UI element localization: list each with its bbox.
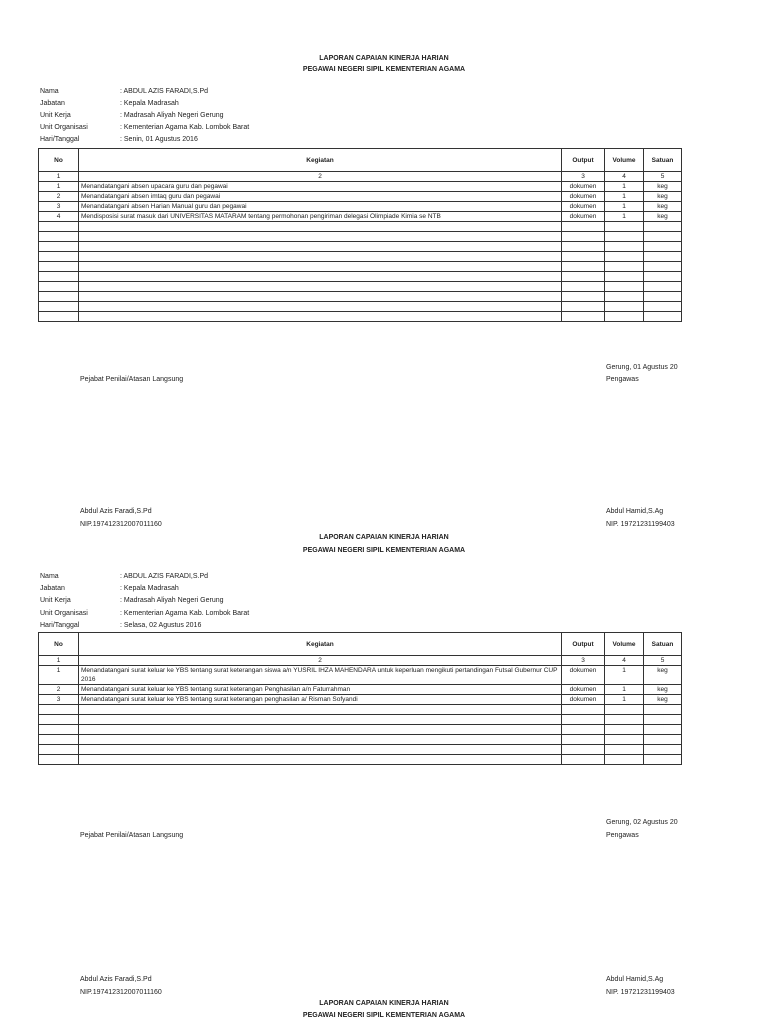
cell-satuan: keg: [644, 182, 682, 192]
label-jabatan: Jabatan: [40, 100, 65, 107]
empty-cell: [562, 735, 605, 745]
table-row: [39, 192, 682, 202]
cell-no: 4: [39, 212, 79, 222]
empty-cell: [39, 745, 79, 755]
cell-no: 2: [39, 192, 79, 202]
report-1-place-date: Gerung, 01 Agustus 20: [606, 364, 678, 371]
report-1-left-signer-nip: NIP.197412312007011160: [80, 521, 162, 528]
cell-kegiatan: Mendisposisi surat masuk dari UNIVERSITAS MATARAM tentang permohonan pengiriman delegasi Olimpiade Kimia se NTB: [79, 212, 562, 222]
empty-cell: [562, 292, 605, 302]
empty-cell: [39, 302, 79, 312]
empty-cell: [79, 755, 562, 765]
empty-cell: [605, 745, 644, 755]
empty-cell: [605, 725, 644, 735]
empty-cell: [605, 282, 644, 292]
report-2-place-date: Gerung, 02 Agustus 20: [606, 819, 678, 826]
report-2-title: LAPORAN CAPAIAN KINERJA HARIAN: [319, 534, 449, 541]
value-hari-tanggal: : Selasa, 02 Agustus 2016: [120, 622, 202, 629]
empty-cell: [39, 292, 79, 302]
col-number: 4: [605, 656, 644, 666]
header-output: Output: [562, 149, 605, 172]
cell-no: 2: [39, 685, 79, 695]
label-hari-tanggal: Hari/Tanggal: [40, 622, 80, 629]
cell-kegiatan: Menandatangani absen imtaq guru dan pegawai: [79, 192, 562, 202]
col-number: 2: [79, 656, 562, 666]
empty-cell: [79, 735, 562, 745]
cell-output: dokumen: [562, 182, 605, 192]
empty-rows: [39, 705, 682, 765]
empty-cell: [644, 222, 682, 232]
value-unit-kerja: : Madrasah Aliyah Negeri Gerung: [120, 597, 224, 604]
col-number: 4: [605, 172, 644, 182]
empty-cell: [79, 222, 562, 232]
table-row: [39, 666, 682, 685]
cell-kegiatan: Menandatangani surat keluar ke YBS tentang surat keterangan penghasilan a/ Risman Sofyandi: [79, 695, 562, 705]
empty-cell: [644, 232, 682, 242]
report-2-pengawas-label: Pengawas: [606, 832, 639, 839]
col-number: 5: [644, 172, 682, 182]
header-kegiatan: Kegiatan: [79, 149, 562, 172]
empty-cell: [562, 232, 605, 242]
empty-cell: [605, 705, 644, 715]
report-3-subtitle: PEGAWAI NEGERI SIPIL KEMENTERIAN AGAMA: [302, 1012, 466, 1019]
header-kegiatan: Kegiatan: [79, 633, 562, 656]
cell-output: dokumen: [562, 685, 605, 695]
label-jabatan: Jabatan: [40, 585, 65, 592]
cell-no: 1: [39, 182, 79, 192]
empty-cell: [79, 725, 562, 735]
empty-cell: [79, 312, 562, 322]
header-satuan: Satuan: [644, 149, 682, 172]
col-number: 1: [39, 656, 79, 666]
cell-kegiatan: Menandatangani surat keluar ke YBS tentang surat keterangan siswa a/n YUSRIL IHZA MAHENDARA untuk keperluan mengikuti pertandingan Futsal Gubernur CUP 2016: [79, 666, 562, 685]
cell-output: dokumen: [562, 695, 605, 705]
empty-cell: [562, 725, 605, 735]
empty-cell: [644, 252, 682, 262]
empty-cell: [644, 755, 682, 765]
empty-cell: [605, 755, 644, 765]
empty-row: [39, 222, 682, 232]
empty-row: [39, 292, 682, 302]
report-1-right-signer-name: Abdul Hamid,S.Ag: [606, 508, 664, 515]
label-unit-organisasi: Unit Organisasi: [40, 610, 88, 617]
empty-cell: [79, 262, 562, 272]
empty-cell: [39, 715, 79, 725]
empty-cell: [562, 252, 605, 262]
empty-cell: [39, 312, 79, 322]
cell-satuan: keg: [644, 192, 682, 202]
empty-cell: [79, 705, 562, 715]
value-jabatan: : Kepala Madrasah: [120, 100, 179, 107]
empty-cell: [562, 262, 605, 272]
empty-cell: [79, 715, 562, 725]
table-row: [39, 182, 682, 192]
empty-row: [39, 282, 682, 292]
empty-cell: [39, 262, 79, 272]
empty-cell: [39, 735, 79, 745]
report-1-subtitle: PEGAWAI NEGERI SIPIL KEMENTERIAN AGAMA: [302, 66, 466, 73]
empty-cell: [79, 292, 562, 302]
cell-kegiatan: Menandatangani absen Harian Manual guru dan pegawai: [79, 202, 562, 212]
empty-cell: [79, 302, 562, 312]
col-number: 2: [79, 172, 562, 182]
empty-cell: [562, 282, 605, 292]
value-nama: : ABDUL AZIS FARADI,S.Pd: [120, 573, 209, 580]
cell-volume: 1: [605, 192, 644, 202]
cell-output: dokumen: [562, 192, 605, 202]
table-row: [39, 695, 682, 705]
header-output: Output: [562, 633, 605, 656]
empty-cell: [605, 242, 644, 252]
empty-cell: [644, 745, 682, 755]
header-volume: Volume: [605, 633, 644, 656]
report-1-title: LAPORAN CAPAIAN KINERJA HARIAN: [319, 55, 449, 62]
empty-cell: [605, 715, 644, 725]
empty-cell: [644, 705, 682, 715]
cell-volume: 1: [605, 666, 644, 685]
col-number: 5: [644, 656, 682, 666]
empty-cell: [79, 282, 562, 292]
cell-output: dokumen: [562, 202, 605, 212]
empty-rows: [39, 222, 682, 322]
report-1-pejabat-label: Pejabat Penilai/Atasan Langsung: [80, 376, 184, 383]
empty-cell: [644, 272, 682, 282]
value-unit-organisasi: : Kementerian Agama Kab. Lombok Barat: [120, 124, 250, 131]
header-no: No: [39, 633, 79, 656]
empty-cell: [644, 282, 682, 292]
report-2-right-signer-nip: NIP. 19721231199403: [606, 989, 675, 996]
empty-row: [39, 262, 682, 272]
report-2-left-signer-name: Abdul Azis Faradi,S.Pd: [80, 976, 152, 983]
cell-satuan: keg: [644, 695, 682, 705]
label-unit-organisasi: Unit Organisasi: [40, 124, 88, 131]
header-satuan: Satuan: [644, 633, 682, 656]
value-unit-kerja: : Madrasah Aliyah Negeri Gerung: [120, 112, 224, 119]
empty-cell: [562, 242, 605, 252]
table-row: [39, 685, 682, 695]
label-nama: Nama: [40, 88, 59, 95]
empty-cell: [79, 745, 562, 755]
cell-volume: 1: [605, 182, 644, 192]
empty-cell: [562, 272, 605, 282]
label-hari-tanggal: Hari/Tanggal: [40, 136, 80, 143]
empty-cell: [562, 745, 605, 755]
label-unit-kerja: Unit Kerja: [40, 597, 71, 604]
report-1-right-signer-nip: NIP. 19721231199403: [606, 521, 675, 528]
report-2-subtitle: PEGAWAI NEGERI SIPIL KEMENTERIAN AGAMA: [302, 547, 466, 554]
empty-row: [39, 242, 682, 252]
cell-kegiatan: Menandatangani absen upacara guru dan pegawai: [79, 182, 562, 192]
col-number: 1: [39, 172, 79, 182]
empty-row: [39, 705, 682, 715]
empty-cell: [644, 302, 682, 312]
empty-cell: [605, 232, 644, 242]
cell-volume: 1: [605, 685, 644, 695]
empty-row: [39, 725, 682, 735]
empty-cell: [605, 252, 644, 262]
header-volume: Volume: [605, 149, 644, 172]
cell-no: 1: [39, 666, 79, 685]
empty-row: [39, 302, 682, 312]
column-number-row: [39, 172, 682, 182]
empty-row: [39, 232, 682, 242]
cell-satuan: keg: [644, 685, 682, 695]
report-2-right-signer-name: Abdul Hamid,S.Ag: [606, 976, 664, 983]
empty-cell: [39, 755, 79, 765]
report-1-pengawas-label: Pengawas: [606, 376, 639, 383]
report-2-table: [38, 632, 682, 765]
empty-cell: [39, 725, 79, 735]
empty-cell: [39, 705, 79, 715]
empty-cell: [562, 302, 605, 312]
empty-cell: [605, 302, 644, 312]
empty-cell: [605, 222, 644, 232]
cell-kegiatan: Menandatangani surat keluar ke YBS tentang surat keterangan Penghasilan a/n Faturrahman: [79, 685, 562, 695]
empty-row: [39, 272, 682, 282]
empty-cell: [39, 282, 79, 292]
empty-cell: [644, 242, 682, 252]
empty-cell: [644, 725, 682, 735]
report-1-table: [38, 148, 682, 322]
table-row: [39, 212, 682, 222]
cell-no: 3: [39, 202, 79, 212]
empty-cell: [39, 222, 79, 232]
empty-cell: [562, 312, 605, 322]
empty-cell: [79, 232, 562, 242]
header-no: No: [39, 149, 79, 172]
empty-cell: [79, 272, 562, 282]
empty-cell: [562, 755, 605, 765]
empty-cell: [79, 242, 562, 252]
empty-cell: [562, 715, 605, 725]
cell-output: dokumen: [562, 666, 605, 685]
table-row: [39, 202, 682, 212]
empty-cell: [605, 262, 644, 272]
empty-cell: [605, 735, 644, 745]
column-number-row: [39, 656, 682, 666]
empty-cell: [605, 312, 644, 322]
empty-cell: [644, 735, 682, 745]
value-jabatan: : Kepala Madrasah: [120, 585, 179, 592]
empty-cell: [644, 715, 682, 725]
cell-no: 3: [39, 695, 79, 705]
empty-cell: [605, 272, 644, 282]
empty-row: [39, 715, 682, 725]
empty-cell: [39, 242, 79, 252]
empty-row: [39, 745, 682, 755]
empty-cell: [562, 222, 605, 232]
value-unit-organisasi: : Kementerian Agama Kab. Lombok Barat: [120, 610, 250, 617]
empty-cell: [562, 705, 605, 715]
cell-volume: 1: [605, 202, 644, 212]
col-number: 3: [562, 656, 605, 666]
cell-volume: 1: [605, 695, 644, 705]
empty-row: [39, 735, 682, 745]
empty-row: [39, 252, 682, 262]
label-unit-kerja: Unit Kerja: [40, 112, 71, 119]
value-nama: : ABDUL AZIS FARADI,S.Pd: [120, 88, 209, 95]
empty-cell: [39, 272, 79, 282]
empty-cell: [39, 252, 79, 262]
report-2-left-signer-nip: NIP.197412312007011160: [80, 989, 162, 996]
cell-satuan: keg: [644, 212, 682, 222]
col-number: 3: [562, 172, 605, 182]
value-hari-tanggal: : Senin, 01 Agustus 2016: [120, 136, 198, 143]
empty-row: [39, 755, 682, 765]
label-nama: Nama: [40, 573, 59, 580]
cell-volume: 1: [605, 212, 644, 222]
empty-cell: [644, 312, 682, 322]
empty-cell: [605, 292, 644, 302]
cell-output: dokumen: [562, 212, 605, 222]
report-3-title: LAPORAN CAPAIAN KINERJA HARIAN: [319, 1000, 449, 1007]
empty-cell: [644, 262, 682, 272]
report-2-pejabat-label: Pejabat Penilai/Atasan Langsung: [80, 832, 184, 839]
cell-satuan: keg: [644, 202, 682, 212]
report-1-left-signer-name: Abdul Azis Faradi,S.Pd: [80, 508, 152, 515]
empty-cell: [79, 252, 562, 262]
empty-row: [39, 312, 682, 322]
empty-cell: [644, 292, 682, 302]
empty-cell: [39, 232, 79, 242]
cell-satuan: keg: [644, 666, 682, 685]
